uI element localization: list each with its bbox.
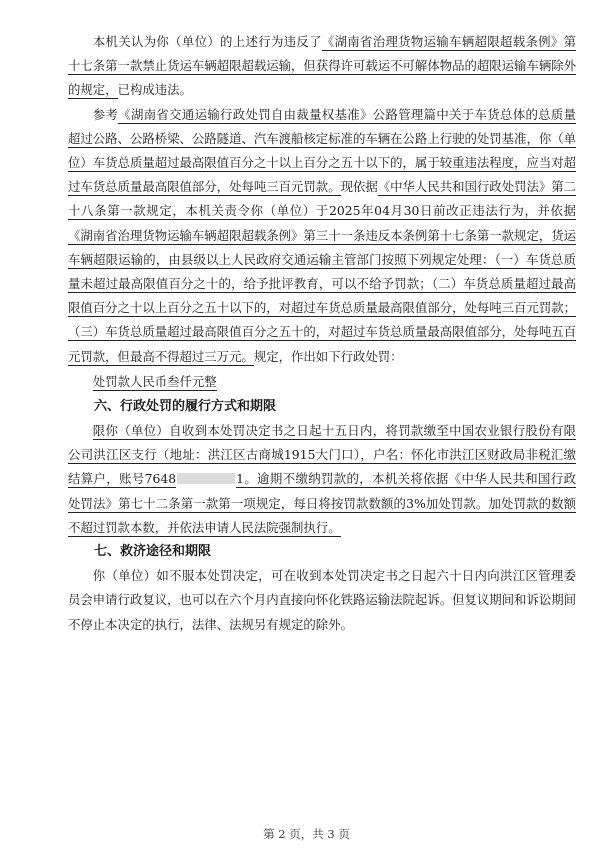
paragraph-remedy: 你（单位）如不服本处罚决定，可在收到本处罚决定书之日起六十日内向洪江区管理委员会申请行政复议，也可以在六个月内直接向怀化铁路运输法院起诉。但复议期间和诉讼期间不停止本决定的执行，法律、法规另有规定的除外。: [68, 568, 577, 632]
penalty-amount: 处罚款人民币叁仟元整: [92, 373, 217, 389]
paragraph-basis-s2: 《湖南省交通运输行政处罚自由裁量权基准》公路管理篇中关于车货总体的总质量超过公路、公路桥梁、公路隧道、汽车渡船核定标准的车辆在公路上行驶的处罚基准，你（单位）车货总质量超过最高限值百分之十以上百分之五十以下的，属于较重违法程度，应当对超过车货总质量最高限值部分，处每吨三百元罚款。: [68, 106, 577, 195]
heading-section-7: 七、救济途径和期限: [94, 544, 212, 560]
paragraph-basis-s5: 规定，作出如下行政处罚：: [253, 348, 403, 364]
paragraph-basis-s3: 现依据: [340, 179, 378, 195]
paragraph-basis-s1: 参考: [92, 106, 119, 122]
paragraph-basis-s4: 《中华人民共和国行政处罚法》第二十八条第一款规定，本机关责令你（单位）于2025年04月30日前改正违法行为，并依据《湖南省治理货物运输车辆超限超载条例》第三十一条违反本条例第十七条第一款规定，货运车辆超限运输的，由县级以上人民政府交通运输主管部门按照下列规定处理：（一）车货总质量未超过最高限值百分之十的，给予批评教育，可以不给予罚款；（二）车货总质量超过最高限值百分之十以上百分之五十以下的，对超过车货总质量最高限值部分，处每吨三百元罚款；（三）车货总质量超过最高限值百分之五十的，对超过车货总质量最高限值部分，处每吨五百元罚款，但最高不得超过三万元。: [68, 179, 577, 364]
redacted-account-digits: [177, 473, 235, 484]
paragraph-violation-suffix: 已构成违法。: [117, 82, 192, 98]
paragraph-payment-s2: 1。逾期不缴纳罚款的，本机关将依据《中华人民共和国行政处罚法》第七十二条第一款第一项规定，每日将按罚款数额的3%加处罚款。加处罚款的数额不超过罚款本数，并依法申请人民法院强制执行。: [68, 471, 576, 535]
paragraph-payment: [68, 419, 576, 540]
penalty-line: [68, 369, 576, 395]
paragraph-violation-underlined: 《湖南省治理货物运输车辆超限超载条例》第十七条第一款禁止货运车辆超限超载运输，但获得许可载运不可解体物品的超限运输车辆除外的规定，: [68, 34, 577, 98]
paragraph-basis: [68, 103, 576, 369]
paragraph-payment-s1: 限你（单位）自收到本处罚决定书之日起十五日内，将罚款缴至中国农业银行股份有限公司洪江区支行（地址：洪江区古商城1915大门口），户名：怀化市洪江区财政局非税汇缴结算户，账号7648: [68, 423, 576, 487]
paragraph-violation-prefix: 本机关认为你（单位）的上述行为违反了: [92, 34, 322, 49]
document-body: [68, 30, 576, 637]
heading-section-6: 六、行政处罚的履行方式和期限: [94, 398, 277, 414]
page-number-footer: 第 2 页，共 3 页: [263, 827, 350, 841]
paragraph-violation: [68, 30, 576, 103]
